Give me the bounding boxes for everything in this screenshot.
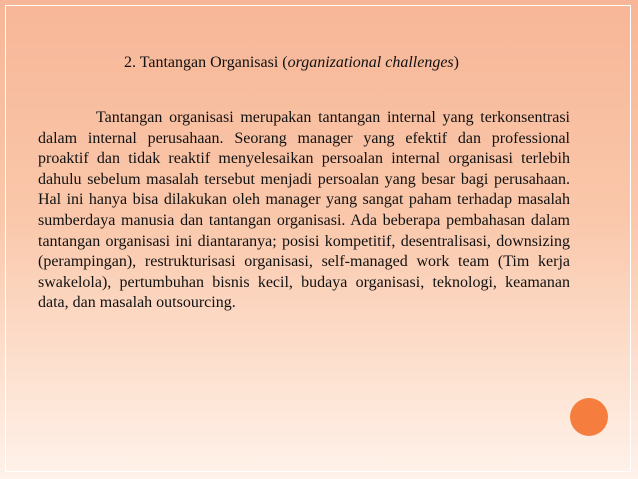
body-paragraph: Tantangan organisasi merupakan tantangan internal yang terkonsentrasi dalam internal perusahaan. Seorang manager yang efektif dan professional proaktif dan tidak reaktif menyelesaikan persoalan internal organisasi terlebih dahulu sebelum masalah tersebut menjadi persoalan yang besar bagi perusahaan. Hal ini hanya bisa dilakukan oleh manager yang sangat paham terhadap masalah sumberdaya manusia dan tantangan organisasi. Ada beberapa pembahasan dalam tantangan organisasi ini diantaranya; posisi kompetitif, desentralisasi, downsizing (perampingan), restrukturisasi organisasi, self-managed work team (Tim kerja swakelola), pertumbuhan bisnis kecil, budaya organisasi, teknologi, keamanan data, dan masalah outsourcing. xyxy=(38,109,570,312)
heading-suffix: ) xyxy=(453,54,459,71)
heading-italic: organizational challenges xyxy=(287,54,454,71)
slide-body xyxy=(38,108,570,314)
slide-heading xyxy=(124,53,459,73)
decorative-circle-icon xyxy=(570,398,608,436)
heading-prefix: 2. Tantangan Organisasi ( xyxy=(124,54,288,71)
